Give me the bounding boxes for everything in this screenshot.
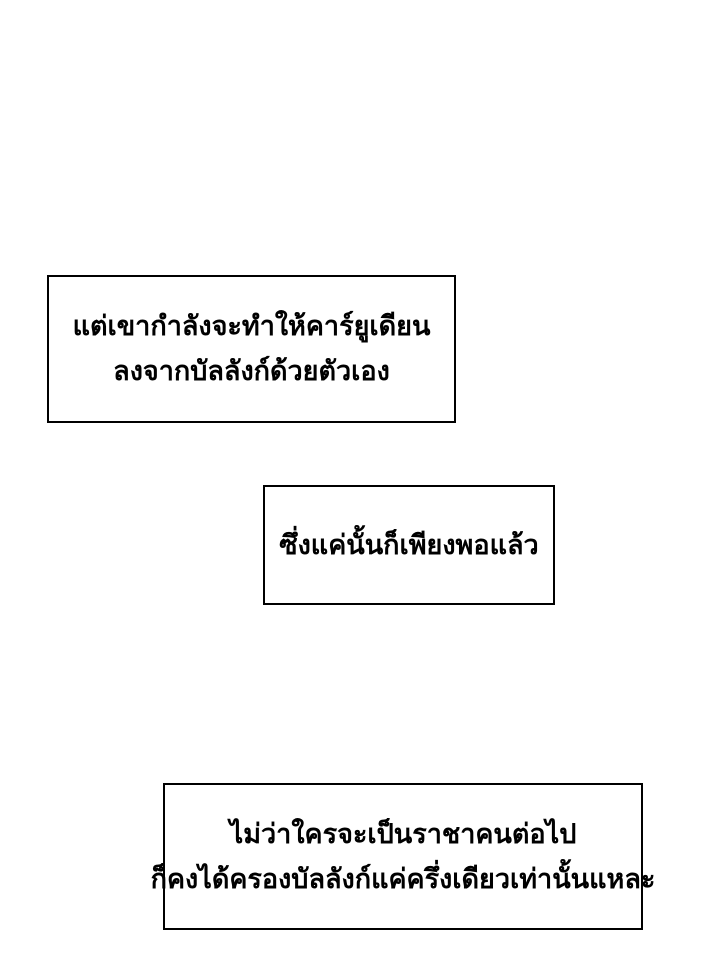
narration-box-2: [263, 485, 555, 605]
narration-box-1: [47, 275, 456, 423]
narration-box-3-line-2: ก็คงได้ครองบัลลังก์แค่ครึ่งเดียวเท่านั้นแหละ: [150, 863, 656, 895]
narration-box-3: [150, 783, 656, 930]
narration-box-3-line-1: ไม่ว่าใครจะเป็นราชาคนต่อไป: [229, 818, 577, 850]
narration-box-1-line-2: ลงจากบัลลังก์ด้วยตัวเอง: [113, 356, 390, 387]
narration-box-1-line-1: แต่เขากำลังจะทำให้คาร์ยูเดียน: [72, 311, 431, 342]
narration-box-2-line-1: ซึ่งแค่นั้นก็เพียงพอแล้ว: [279, 529, 539, 561]
